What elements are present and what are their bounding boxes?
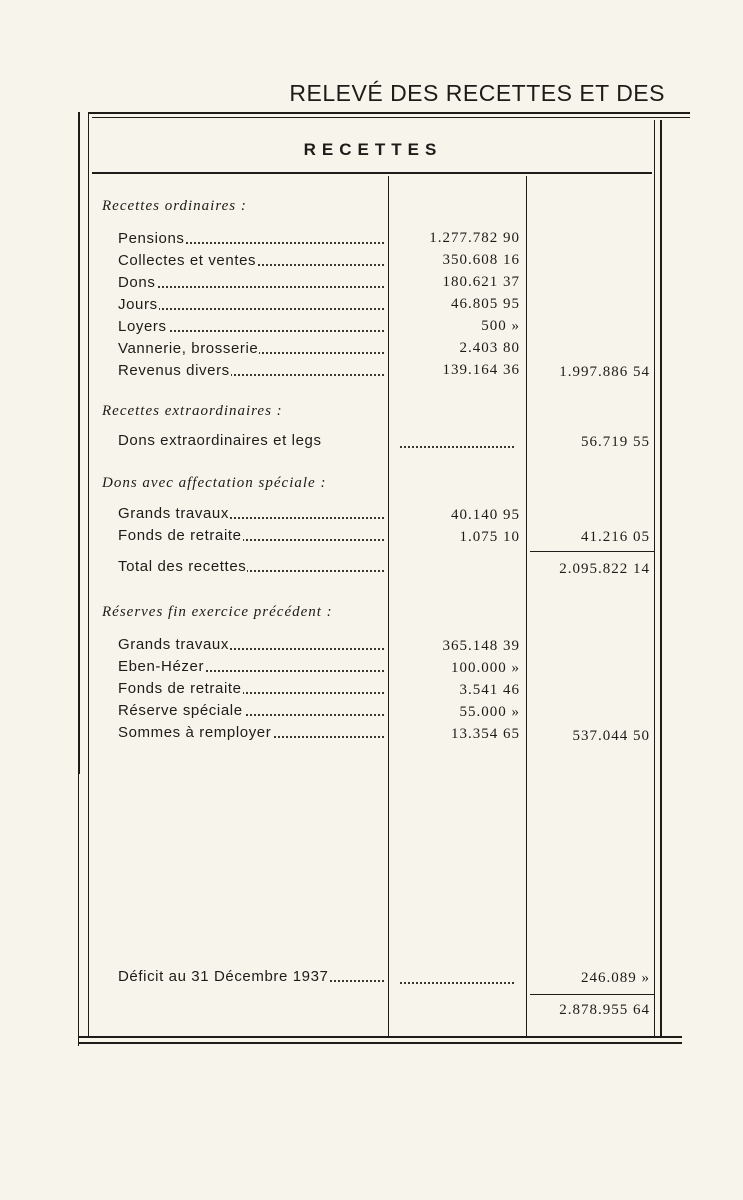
line-item-label: Vannerie, brosserie	[118, 340, 384, 357]
top-rule	[88, 112, 690, 114]
category-total: 56.719 55	[581, 434, 650, 450]
line-item-label: Réserve spéciale	[118, 702, 384, 719]
dotted-leader	[400, 982, 514, 984]
line-item-amount: 350.608 16	[442, 252, 520, 268]
line-item-amount: 1.277.782 90	[429, 230, 520, 246]
category-total: 1.997.886 54	[559, 364, 650, 380]
line-item-amount: 46.805 95	[451, 296, 520, 312]
heading-rule	[92, 172, 652, 174]
line-item-label: Jours	[118, 296, 384, 313]
grand-total-rule	[530, 994, 654, 995]
subtotal-rule	[530, 551, 654, 552]
line-item-amount: 40.140 95	[451, 507, 520, 523]
category-total: 537.044 50	[572, 728, 650, 744]
dotted-leader	[400, 446, 514, 448]
outer-left-border-lower	[78, 774, 79, 1046]
line-item-amount: 139.164 36	[442, 362, 520, 378]
line-item-label: Pensions	[118, 230, 384, 247]
right-border-inner	[654, 120, 655, 1036]
line-item-label: Grands travaux	[118, 636, 384, 653]
section-heading: RECETTES	[303, 140, 443, 159]
category-heading: Recettes ordinaires :	[102, 198, 247, 214]
line-item-label: Dons extraordinaires et legs	[118, 432, 322, 449]
line-item-amount: 365.148 39	[442, 638, 520, 654]
outer-left-border	[78, 112, 80, 774]
line-item-amount: 13.354 65	[451, 726, 520, 742]
right-border-outer	[660, 120, 662, 1036]
category-heading: Réserves fin exercice précédent :	[102, 604, 333, 620]
line-item-amount: 3.541 46	[459, 682, 520, 698]
bottom-rule	[78, 1036, 682, 1038]
total-label: Total des recettes	[118, 558, 384, 575]
grand-total-amount: 2.878.955 64	[559, 1002, 650, 1018]
line-item-label: Revenus divers	[118, 362, 384, 379]
line-item-label: Grands travaux	[118, 505, 384, 522]
line-item-label: Eben-Hézer	[118, 658, 384, 675]
bottom-rule-outer	[78, 1042, 682, 1044]
line-item-label: Loyers	[118, 318, 384, 335]
column-divider-2	[526, 176, 527, 1036]
line-item-amount: 180.621 37	[442, 274, 520, 290]
line-item-label: Collectes et ventes	[118, 252, 384, 269]
line-item-amount: 1.075 10	[459, 529, 520, 545]
deficit-label: Déficit au 31 Décembre 1937	[118, 968, 384, 985]
top-rule-inner	[92, 117, 690, 118]
running-title: RELEVÉ DES RECETTES ET DES	[289, 80, 665, 106]
inner-left-border	[88, 112, 89, 1036]
total-recettes-amount: 2.095.822 14	[559, 561, 650, 577]
line-item-amount: 55.000 »	[459, 704, 520, 720]
line-item-amount: 2.403 80	[459, 340, 520, 356]
line-item-label: Fonds de retraite	[118, 527, 384, 544]
line-item-amount: 100.000 »	[451, 660, 520, 676]
line-item-label: Fonds de retraite	[118, 680, 384, 697]
deficit-amount: 246.089 »	[581, 970, 650, 986]
category-heading: Recettes extraordinaires :	[102, 403, 283, 419]
line-item-label: Dons	[118, 274, 384, 291]
column-divider-1	[388, 176, 389, 1036]
category-total: 41.216 05	[581, 529, 650, 545]
line-item-label: Sommes à remployer	[118, 724, 384, 741]
category-heading: Dons avec affectation spéciale :	[102, 475, 327, 491]
line-item-amount: 500 »	[481, 318, 520, 334]
